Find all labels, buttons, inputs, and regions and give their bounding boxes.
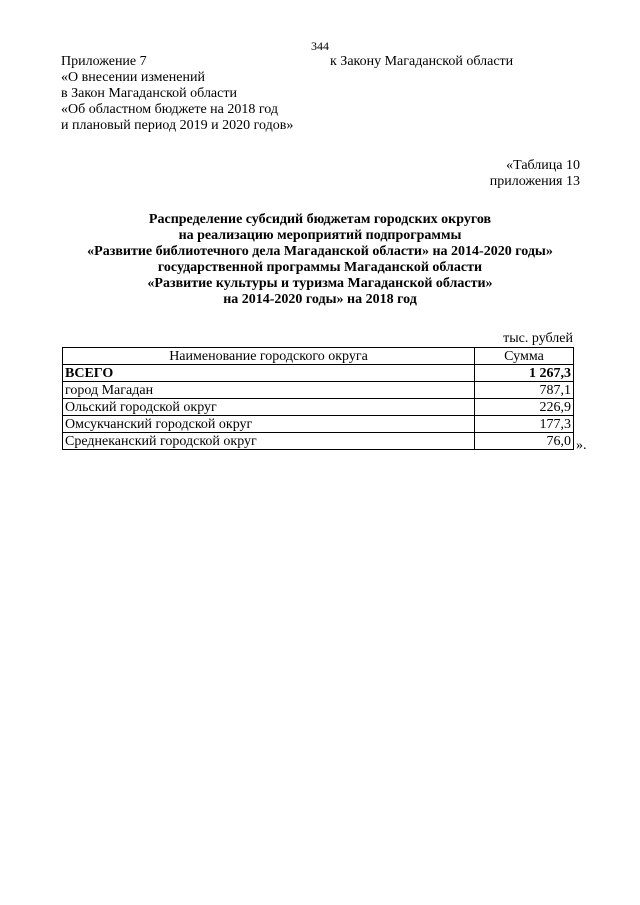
subsidy-table — [62, 347, 574, 450]
closing-mark: ». — [576, 438, 587, 453]
table-row — [63, 416, 574, 433]
table-total-row — [63, 365, 574, 382]
to-law-reference: к Закону Магаданской области — [330, 54, 514, 69]
table-header-row — [63, 348, 574, 365]
row-name: город Магадан — [63, 382, 475, 399]
row-name: Среднеканский городской округ — [63, 433, 475, 450]
header-sum: Сумма — [475, 348, 574, 365]
appendix-line: «О внесении изменений — [61, 70, 205, 85]
appendix-line: в Закон Магаданской области — [61, 86, 237, 101]
table-row — [63, 382, 574, 399]
table-reference — [490, 158, 580, 190]
row-name: Ольский городской округ — [63, 399, 475, 416]
total-value: 1 267,3 — [475, 365, 574, 382]
table-row — [63, 399, 574, 416]
total-label: ВСЕГО — [63, 365, 475, 382]
table-row — [63, 433, 574, 450]
title-line: на 2014-2020 годы» на 2018 год — [223, 292, 417, 307]
units-label: тыс. рублей — [503, 331, 573, 346]
appendix-line: «Об областном бюджете на 2018 год — [61, 102, 278, 117]
title-line: государственной программы Магаданской области — [157, 260, 483, 275]
appendix-header — [61, 54, 293, 134]
row-sum: 76,0 — [475, 433, 574, 450]
page-number: 344 — [311, 39, 329, 53]
title-line: «Развитие библиотечного дела Магаданской области» на 2014-2020 годы» — [87, 244, 553, 259]
title-line: на реализацию мероприятий подпрограммы — [178, 228, 462, 243]
appendix-line: и плановый период 2019 и 2020 годов» — [61, 118, 294, 133]
header-name: Наименование городского округа — [63, 348, 475, 365]
row-sum: 787,1 — [475, 382, 574, 399]
appendix-title: Приложение 7 — [61, 54, 147, 69]
title-line: Распределение субсидий бюджетам городских округов — [148, 212, 492, 227]
title-line: «Развитие культуры и туризма Магаданской области» — [147, 276, 493, 291]
row-sum: 226,9 — [475, 399, 574, 416]
document-title — [0, 212, 640, 308]
row-name: Омсукчанский городской округ — [63, 416, 475, 433]
row-sum: 177,3 — [475, 416, 574, 433]
table-reference-line: «Таблица 10 — [506, 158, 580, 173]
table-reference-line: приложения 13 — [489, 174, 580, 189]
